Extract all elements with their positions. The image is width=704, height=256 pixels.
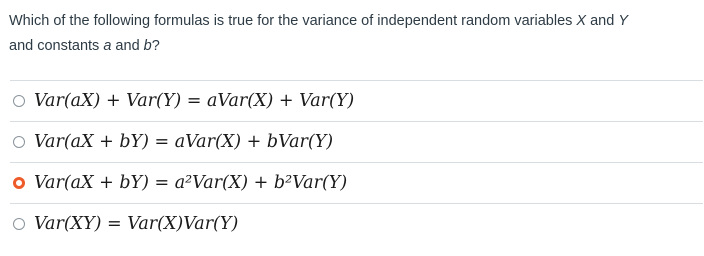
answer-option-3[interactable] [10, 162, 703, 202]
question-text [9, 9, 699, 59]
answer-option-4[interactable] [10, 203, 703, 243]
radio-button-selected[interactable] [13, 177, 25, 189]
constant-a: a [103, 38, 112, 54]
question-suffix: ? [151, 38, 160, 54]
option-formula: Var(aX) + Var(Y) = aVar(X) + Var(Y) [34, 90, 355, 111]
radio-button[interactable] [13, 95, 25, 107]
constant-b: b [143, 38, 152, 54]
answer-option-1[interactable] [10, 80, 703, 120]
question-line2: and constants [9, 38, 104, 54]
radio-button[interactable] [13, 218, 25, 230]
option-formula: Var(XY) = Var(X)Var(Y) [34, 213, 239, 234]
variable-y: Y [618, 13, 629, 29]
question-and: and [586, 13, 619, 29]
variable-x: X [576, 13, 587, 29]
option-formula: Var(aX + bY) = aVar(X) + bVar(Y) [34, 131, 334, 152]
answer-option-2[interactable] [10, 121, 703, 161]
question-prefix: Which of the following formulas is true for the variance of independent random variables [9, 13, 577, 29]
question-and-2: and [111, 38, 144, 54]
option-formula: Var(aX + bY) = a²Var(X) + b²Var(Y) [34, 172, 348, 193]
radio-button[interactable] [13, 136, 25, 148]
